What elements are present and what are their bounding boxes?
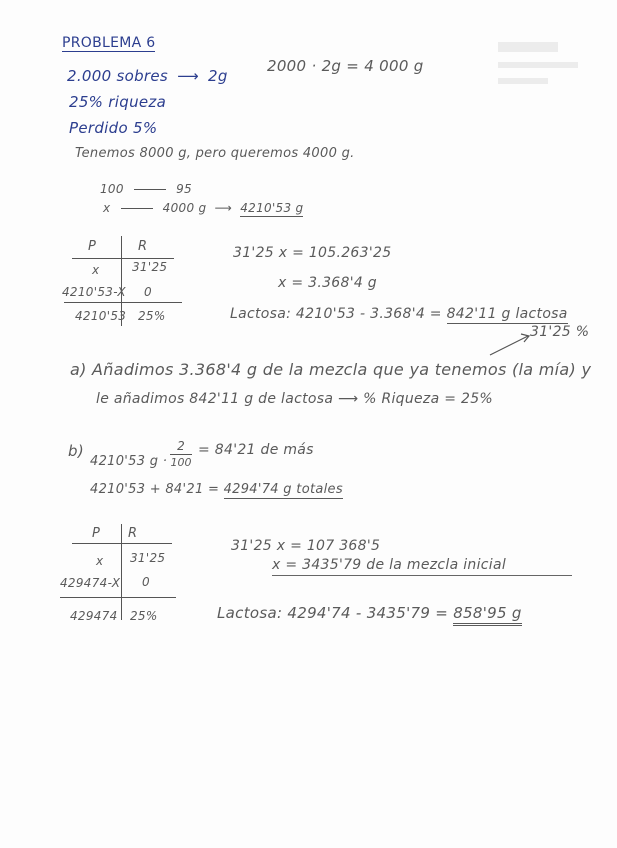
calc2-lactosa-label: Lactosa: 4294'74 - 3435'79 = <box>217 604 454 622</box>
table1-r2-r: 0 <box>144 285 152 299</box>
part-b-sum-result: 4294'74 g totales <box>223 482 343 497</box>
calc2-eq2-underline <box>272 575 572 576</box>
table2-r2-p: 429474-X <box>60 576 121 590</box>
table2-r3-r: 25% <box>130 609 158 623</box>
arrow-icon: ⟶ <box>177 67 199 85</box>
table1-r1-r: 31'25 <box>132 260 168 274</box>
table2-r2-r: 0 <box>142 575 150 589</box>
calc1-note: 31'25 % <box>530 324 590 340</box>
ratio-row1 <box>100 183 192 195</box>
calc2-lactosa <box>217 606 522 621</box>
table1-header-r: R <box>138 239 148 254</box>
frac-den: 100 <box>170 456 192 469</box>
table1-r1-p: x <box>92 263 100 277</box>
per-sobre: 2g <box>208 67 228 85</box>
table2-r3-p: 429474 <box>70 609 118 623</box>
sobres-text: 2.000 sobres <box>67 67 169 85</box>
part-a-line1: a) Añadimos 3.368'4 g de la mezcla que ya tenemos (la mía) y <box>70 360 592 379</box>
table1-r2-p: 4210'53-X <box>62 285 126 299</box>
bleed-through-marks <box>498 40 588 110</box>
table1-r3-r: 25% <box>138 309 166 323</box>
part-b-sum <box>90 483 343 496</box>
part-b-fraction <box>170 440 192 468</box>
arrow-icon: ⟶ <box>214 201 233 215</box>
perdido-line: Perdido 5% <box>69 119 158 137</box>
frac-num: 2 <box>177 439 185 453</box>
table2-header-p: P <box>92 526 101 541</box>
table-1 <box>58 236 188 328</box>
calc2-eq2: x = 3435'79 de la mezcla inicial <box>272 557 507 573</box>
ratio-result: 4210'53 g <box>240 201 304 215</box>
calc1-eq2: x = 3.368'4 g <box>278 275 377 291</box>
calc2-eq1: 31'25 x = 107 368'5 <box>231 538 381 554</box>
table2-r1-p: x <box>96 554 104 568</box>
total-calc: 2000 · 2g = 4 000 g <box>267 57 424 75</box>
table2-header-r: R <box>128 526 138 541</box>
part-b-expr-right: = 84'21 de más <box>198 442 314 458</box>
table1-r3-p: 4210'53 <box>75 309 127 323</box>
problem-title: PROBLEMA 6 <box>62 35 156 51</box>
ratio-row1-right: 95 <box>176 182 192 196</box>
part-b-sum-left: 4210'53 + 84'21 = <box>90 482 224 497</box>
calc1-lactosa-result: 842'11 g lactosa <box>446 306 568 322</box>
part-b-expr-left: 4210'53 g · <box>90 454 168 469</box>
table1-header-p: P <box>88 239 97 254</box>
part-b-label: b) <box>68 442 84 460</box>
ratio-row2-left: x <box>103 201 111 215</box>
calc2-lactosa-result: 858'95 g <box>453 604 522 626</box>
calc1-eq1: 31'25 x = 105.263'25 <box>233 245 392 261</box>
ratio-row1-left: 100 <box>100 182 124 196</box>
tenemos-line: Tenemos 8000 g, pero queremos 4000 g. <box>75 146 355 161</box>
ratio-row2 <box>103 202 303 214</box>
sobres-line <box>67 69 228 84</box>
part-b-expr <box>90 455 167 468</box>
part-a-line2: le añadimos 842'11 g de lactosa ⟶ % Riqueza = 25% <box>96 391 494 407</box>
table2-r1-r: 31'25 <box>130 551 166 565</box>
riqueza-line: 25% riqueza <box>69 93 167 111</box>
table-2 <box>58 524 188 624</box>
calc1-lactosa <box>230 307 568 321</box>
calc1-lactosa-label: Lactosa: 4210'53 - 3.368'4 = <box>230 306 447 322</box>
ratio-row2-right: 4000 g <box>162 201 207 215</box>
